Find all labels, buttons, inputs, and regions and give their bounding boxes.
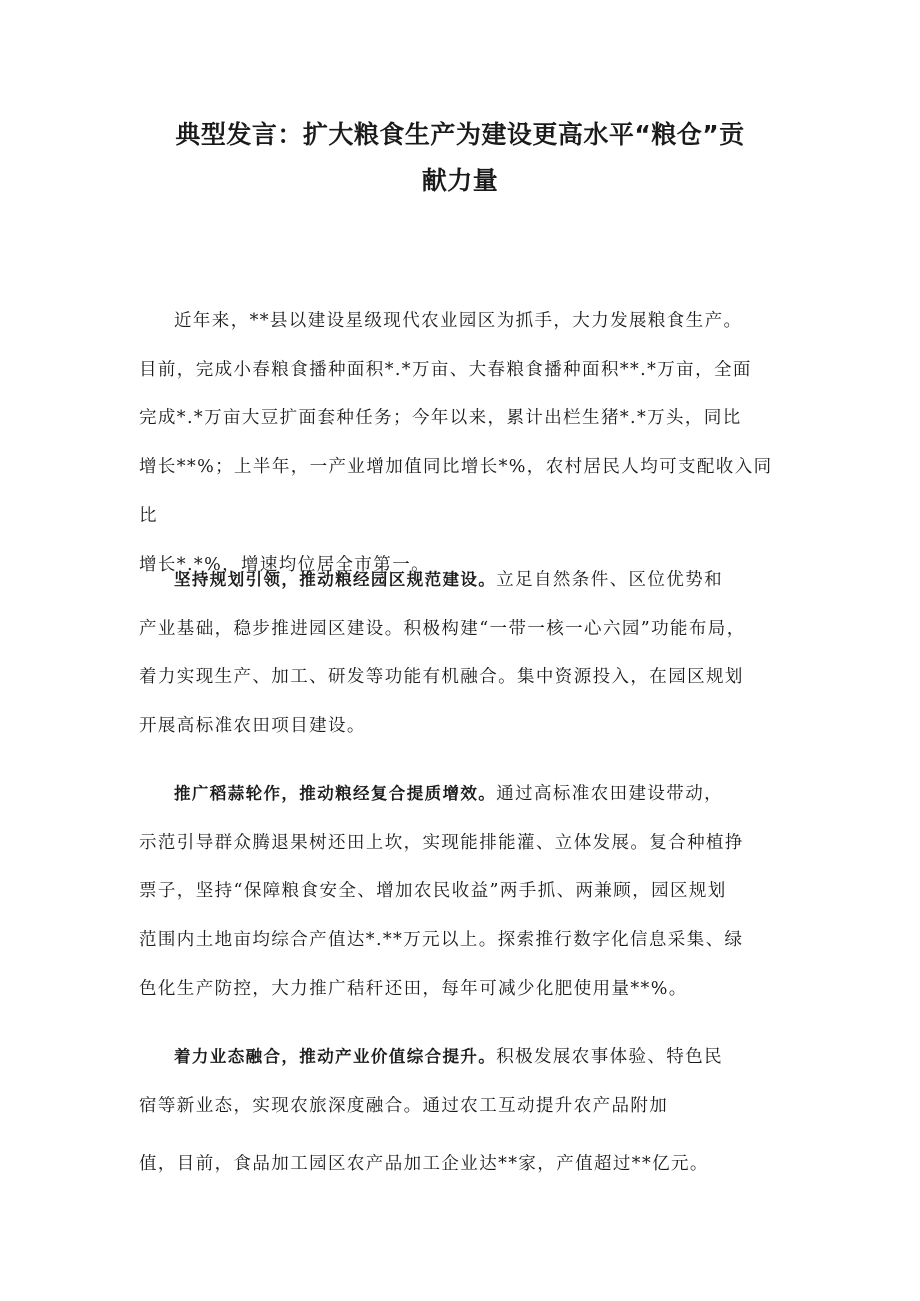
paragraph-3-line-2: 示范引导群众腾退果树还田上坎，实现能排能灌、立体发展。复合种植挣 [139,832,744,853]
title-line-1: 典型发言：扩大粮食生产为建设更高水平“粮仓”贡 [175,120,745,149]
paragraph-1-line-1: 近年来，**县以建设星级现代农业园区为抓手，大力发展粮食生产。 [174,311,743,331]
paragraph-1-line-2: 目前，完成小春粮食播种面积*.*万亩、大春粮食播种面积**.*万亩，全面 [139,359,752,380]
paragraph-4 [139,1033,789,1189]
paragraph-2-line-1-text: 立足自然条件、区位优势和 [496,570,724,590]
document-title [140,112,780,204]
paragraph-1-line-3: 完成*.*万亩大豆扩面套种任务；今年以来，累计出栏生猪*.*万头，同比 [139,408,742,429]
paragraph-3-line-3: 票子，坚持“保障粮食安全、增加农民收益”两手抓、两兼顾，园区规划 [139,881,727,902]
paragraph-4-heading: 着力业态融合，推动产业价值综合提升。 [174,1047,497,1066]
paragraph-2-line-2: 产业基础，稳步推进园区建设。积极构建“一带一核一心六园”功能布局， [139,618,746,639]
paragraph-3-line-1 [139,770,789,819]
paragraph-3-line-5: 色化生产防控，大力推广秸秆还田，每年可减少化肥使用量**%。 [139,978,688,999]
paragraph-3-heading: 推广稻蒜轮作，推动粮经复合提质增效。 [174,784,497,803]
paragraph-1-line-5: 增长*.*%，增速均位居全市第一。 [139,554,430,575]
paragraph-4-line-1-text: 积极发展农事体验、特色民 [496,1047,724,1067]
paragraph-3-line-4: 范围内土地亩均综合产值达*.**万元以上。探索推行数字化信息采集、绿 [139,930,744,951]
title-line-2: 献力量 [421,166,499,195]
paragraph-3-line-1-text: 通过高标准农田建设带动， [496,784,724,804]
paragraph-1 [139,297,789,589]
paragraph-4-line-1 [139,1033,789,1082]
paragraph-3 [139,770,789,1014]
paragraph-1-line-4: 增长**%；上半年，一产业增加值同比增长*%，农村居民人均可支配收入同比 [139,457,773,526]
paragraph-2 [139,556,789,751]
paragraph-2-line-3: 着力实现生产、加工、研发等功能有机融合。集中资源投入，在园区规划 [139,667,744,688]
paragraph-2-line-4: 开展高标准农田项目建设。 [139,716,366,737]
paragraph-4-line-3: 值，目前，食品加工园区农产品加工企业达**家，产值超过**亿元。 [139,1154,709,1175]
paragraph-2-heading: 坚持规划引领，推动粮经园区规范建设。 [174,570,497,589]
paragraph-4-line-2: 宿等新业态，实现农旅深度融合。通过农工互动提升农产品附加 [139,1095,669,1116]
paragraph-2-line-1 [139,556,789,605]
